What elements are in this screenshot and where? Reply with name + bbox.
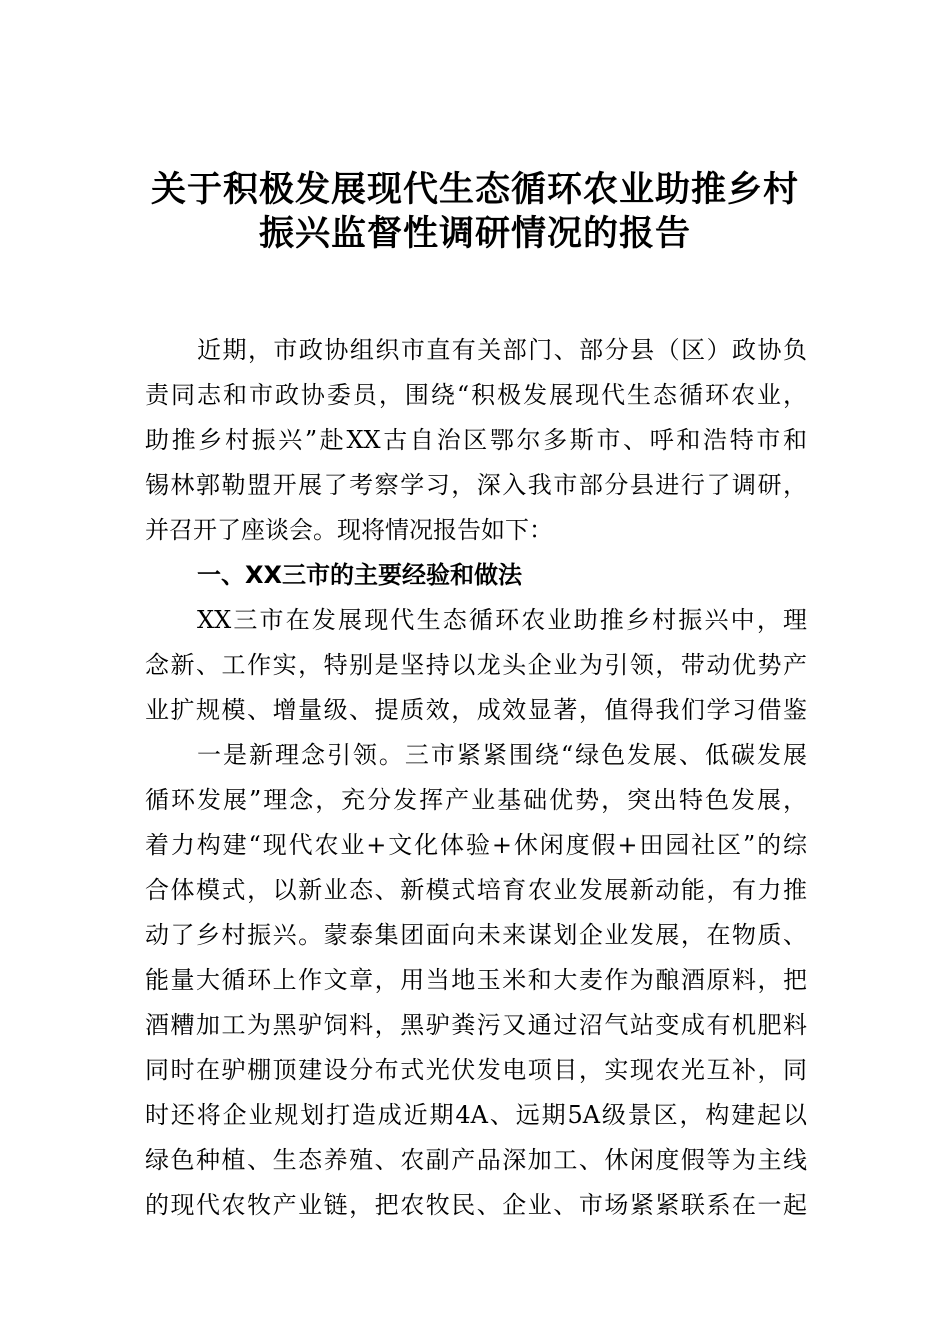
document-title-line-1: 关于积极发展现代生态循环农业助推乡村 bbox=[150, 169, 799, 210]
paragraph-3-line: 动了乡村振兴。蒙泰集团面向未来谋划企业发展，在物质、 bbox=[145, 921, 807, 949]
paragraph-1-line: 助推乡村振兴”赴XX古自治区鄂尔多斯市、呼和浩特市和 bbox=[145, 426, 807, 454]
paragraph-3-line: 能量大循环上作文章，用当地玉米和大麦作为酿酒原料，把 bbox=[145, 966, 807, 994]
paragraph-3-line: 的现代农牧产业链，把农牧民、企业、市场紧紧联系在一起 bbox=[145, 1191, 807, 1219]
paragraph-2-line: 业扩规模、增量级、提质效，成效显著，值得我们学习借鉴 bbox=[145, 696, 807, 724]
paragraph-3-line: 同时在驴棚顶建设分布式光伏发电项目，实现农光互补，同 bbox=[145, 1056, 807, 1084]
paragraph-3-line: 时还将企业规划打造成近期4A、远期5A级景区，构建起以 bbox=[145, 1101, 807, 1129]
paragraph-1-line: 锡林郭勒盟开展了考察学习，深入我市部分县进行了调研， bbox=[145, 471, 807, 499]
paragraph-3-line: 酒糟加工为黑驴饲料，黑驴粪污又通过沼气站变成有机肥料 bbox=[145, 1011, 807, 1039]
paragraph-2-line: 念新、工作实，特别是坚持以龙头企业为引领，带动优势产 bbox=[145, 651, 807, 679]
paragraph-3-line: 绿色种植、生态养殖、农副产品深加工、休闲度假等为主线 bbox=[145, 1146, 807, 1174]
paragraph-3-line: 一是新理念引领。三市紧紧围绕“绿色发展、低碳发展 bbox=[197, 741, 807, 769]
section-1-heading: 一、XX三市的主要经验和做法 bbox=[197, 561, 523, 589]
paragraph-3-line: 着力构建“现代农业+文化体验+休闲度假+田园社区”的综 bbox=[145, 831, 807, 859]
paragraph-1-line: 近期，市政协组织市直有关部门、部分县（区）政协负 bbox=[197, 336, 807, 364]
paragraph-1-line: 并召开了座谈会。现将情况报告如下： bbox=[145, 516, 553, 544]
paragraph-1-line: 责同志和市政协委员，围绕“积极发展现代生态循环农业， bbox=[145, 381, 807, 409]
document-body bbox=[145, 328, 807, 1228]
paragraph-3-line: 合体模式，以新业态、新模式培育农业发展新动能，有力推 bbox=[145, 876, 807, 904]
document-title-line-2: 振兴监督性调研情况的报告 bbox=[258, 213, 691, 254]
paragraph-2-line: XX三市在发展现代生态循环农业助推乡村振兴中，理 bbox=[197, 606, 807, 634]
paragraph-3-line: 循环发展”理念，充分发挥产业基础优势，突出特色发展， bbox=[145, 786, 807, 814]
